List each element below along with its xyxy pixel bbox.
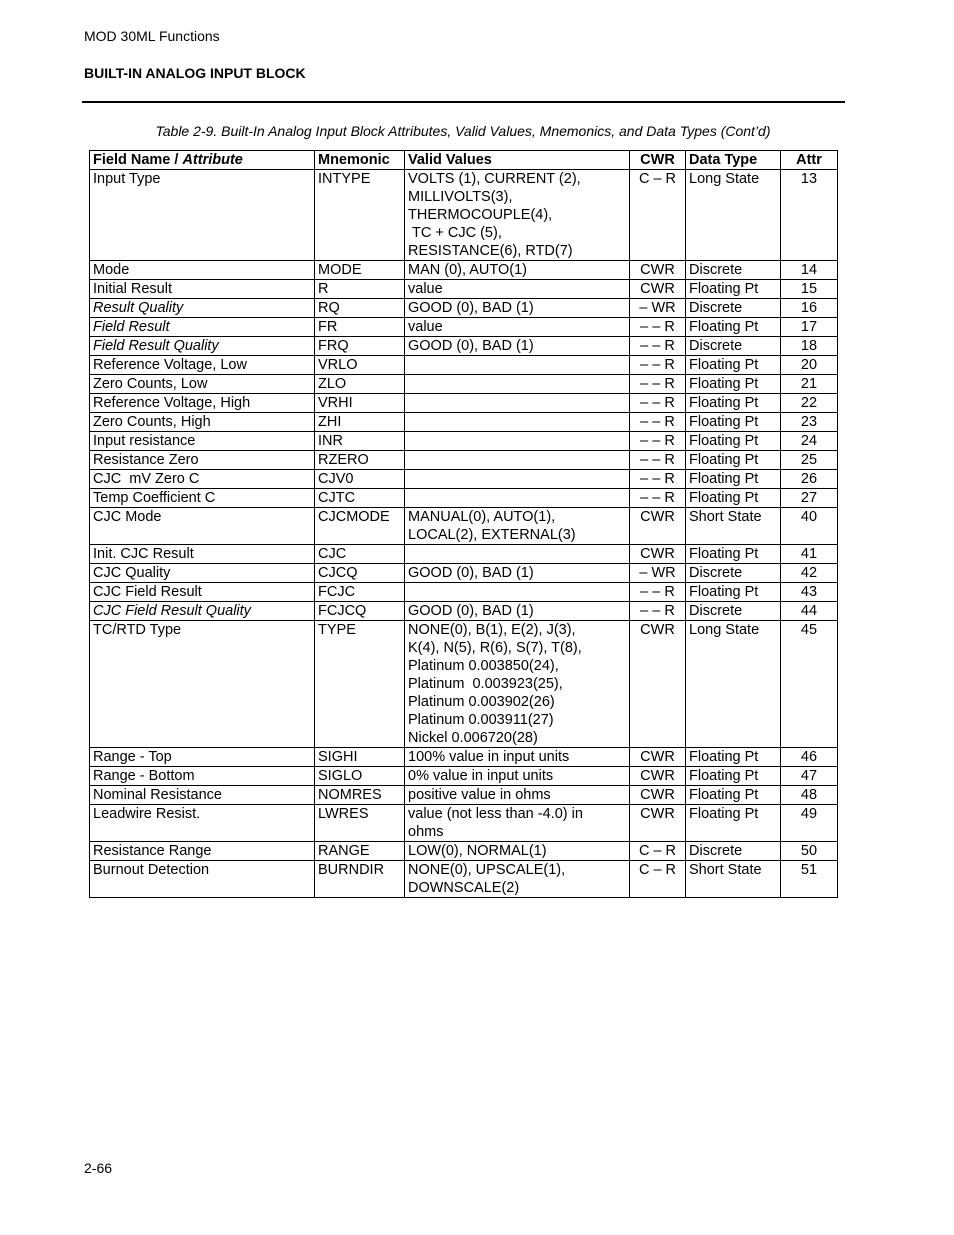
cell-field-name: Zero Counts, Low [90, 375, 315, 394]
cell-valid-values: LOW(0), NORMAL(1) [405, 842, 630, 861]
cell-cwr: – – R [630, 375, 686, 394]
table-row [90, 621, 838, 748]
table-row [90, 356, 838, 375]
cell-field-name: Range - Bottom [90, 767, 315, 786]
cell-cwr: C – R [630, 861, 686, 898]
table-row [90, 805, 838, 842]
cell-attr: 13 [781, 170, 838, 261]
cell-attr: 45 [781, 621, 838, 748]
cell-attr: 15 [781, 280, 838, 299]
cell-cwr: CWR [630, 508, 686, 545]
cell-attr: 48 [781, 786, 838, 805]
table-row [90, 280, 838, 299]
cell-data-type: Floating Pt [686, 545, 781, 564]
table-row [90, 489, 838, 508]
cell-cwr: – – R [630, 583, 686, 602]
cell-data-type: Floating Pt [686, 432, 781, 451]
cell-mnemonic: FR [315, 318, 405, 337]
cell-mnemonic: RZERO [315, 451, 405, 470]
cell-data-type: Discrete [686, 261, 781, 280]
cell-data-type: Discrete [686, 602, 781, 621]
cell-valid-values [405, 356, 630, 375]
cell-data-type: Floating Pt [686, 280, 781, 299]
col-header-cwr: CWR [630, 151, 686, 170]
col-header-field-name-text: Field Name / [93, 152, 183, 168]
cell-mnemonic: RANGE [315, 842, 405, 861]
table-row [90, 786, 838, 805]
cell-cwr: – – R [630, 318, 686, 337]
table-row [90, 261, 838, 280]
cell-cwr: CWR [630, 280, 686, 299]
cell-cwr: – – R [630, 337, 686, 356]
table-row [90, 583, 838, 602]
cell-attr: 42 [781, 564, 838, 583]
cell-attr: 20 [781, 356, 838, 375]
cell-valid-values [405, 432, 630, 451]
cell-valid-values: GOOD (0), BAD (1) [405, 602, 630, 621]
page-number: 2-66 [84, 1160, 113, 1176]
table-row [90, 375, 838, 394]
cell-cwr: – – R [630, 432, 686, 451]
cell-attr: 41 [781, 545, 838, 564]
cell-cwr: CWR [630, 748, 686, 767]
cell-data-type: Floating Pt [686, 470, 781, 489]
cell-attr: 21 [781, 375, 838, 394]
cell-field-name: Field Result [90, 318, 315, 337]
cell-valid-values [405, 375, 630, 394]
running-header-section: MOD 30ML Functions [84, 28, 220, 44]
table-row [90, 842, 838, 861]
cell-valid-values: positive value in ohms [405, 786, 630, 805]
cell-cwr: CWR [630, 545, 686, 564]
cell-mnemonic: BURNDIR [315, 861, 405, 898]
cell-data-type: Floating Pt [686, 489, 781, 508]
cell-attr: 27 [781, 489, 838, 508]
cell-mnemonic: SIGLO [315, 767, 405, 786]
cell-field-name: Nominal Resistance [90, 786, 315, 805]
table-row [90, 394, 838, 413]
cell-valid-values: value (not less than -4.0) in ohms [405, 805, 630, 842]
cell-field-name: Result Quality [90, 299, 315, 318]
cell-field-name: Zero Counts, High [90, 413, 315, 432]
cell-attr: 40 [781, 508, 838, 545]
cell-valid-values [405, 394, 630, 413]
cell-cwr: – – R [630, 470, 686, 489]
cell-mnemonic: FCJC [315, 583, 405, 602]
col-header-attribute-text: Attribute [182, 152, 243, 168]
cell-mnemonic: VRLO [315, 356, 405, 375]
table-row [90, 170, 838, 261]
cell-mnemonic: CJV0 [315, 470, 405, 489]
col-header-valid-values: Valid Values [405, 151, 630, 170]
cell-field-name: Mode [90, 261, 315, 280]
table-row [90, 337, 838, 356]
cell-data-type: Short State [686, 861, 781, 898]
cell-attr: 47 [781, 767, 838, 786]
cell-field-name: Field Result Quality [90, 337, 315, 356]
cell-data-type: Floating Pt [686, 805, 781, 842]
table-row [90, 748, 838, 767]
cell-mnemonic: R [315, 280, 405, 299]
cell-valid-values: 0% value in input units [405, 767, 630, 786]
table-caption: Table 2-9. Built-In Analog Input Block Attributes, Valid Values, Mnemonics, and Data Types (Cont’d) [155, 123, 771, 139]
cell-data-type: Floating Pt [686, 394, 781, 413]
cell-data-type: Discrete [686, 299, 781, 318]
col-header-mnemonic: Mnemonic [315, 151, 405, 170]
cell-attr: 44 [781, 602, 838, 621]
cell-mnemonic: TYPE [315, 621, 405, 748]
cell-valid-values: GOOD (0), BAD (1) [405, 299, 630, 318]
cell-cwr: CWR [630, 621, 686, 748]
cell-field-name: CJC Mode [90, 508, 315, 545]
cell-mnemonic: SIGHI [315, 748, 405, 767]
cell-field-name: Input Type [90, 170, 315, 261]
cell-valid-values [405, 451, 630, 470]
cell-data-type: Floating Pt [686, 583, 781, 602]
table-row [90, 451, 838, 470]
cell-data-type: Floating Pt [686, 748, 781, 767]
cell-field-name: Initial Result [90, 280, 315, 299]
cell-valid-values: MAN (0), AUTO(1) [405, 261, 630, 280]
table-row [90, 299, 838, 318]
cell-data-type: Floating Pt [686, 786, 781, 805]
cell-mnemonic: VRHI [315, 394, 405, 413]
cell-cwr: – – R [630, 394, 686, 413]
cell-field-name: TC/RTD Type [90, 621, 315, 748]
cell-mnemonic: CJCQ [315, 564, 405, 583]
cell-mnemonic: FRQ [315, 337, 405, 356]
cell-valid-values: NONE(0), B(1), E(2), J(3), K(4), N(5), R(6), S(7), T(8), Platinum 0.003850(24), Platinum 0.003923(25), Platinum 0.003902(26) Platinum 0.003911(27) Nickel 0.006720(28) [405, 621, 630, 748]
cell-valid-values [405, 470, 630, 489]
table-row [90, 564, 838, 583]
cell-cwr: CWR [630, 261, 686, 280]
cell-field-name: Temp Coefficient C [90, 489, 315, 508]
cell-mnemonic: INR [315, 432, 405, 451]
table-body [90, 170, 838, 898]
cell-valid-values: VOLTS (1), CURRENT (2), MILLIVOLTS(3), THERMOCOUPLE(4), TC + CJC (5), RESISTANCE(6), RTD(7) [405, 170, 630, 261]
table-row [90, 470, 838, 489]
cell-attr: 22 [781, 394, 838, 413]
cell-attr: 50 [781, 842, 838, 861]
cell-field-name: Input resistance [90, 432, 315, 451]
cell-attr: 25 [781, 451, 838, 470]
cell-mnemonic: LWRES [315, 805, 405, 842]
cell-data-type: Floating Pt [686, 375, 781, 394]
cell-mnemonic: RQ [315, 299, 405, 318]
cell-data-type: Long State [686, 621, 781, 748]
cell-data-type: Floating Pt [686, 767, 781, 786]
cell-attr: 14 [781, 261, 838, 280]
cell-cwr: – – R [630, 413, 686, 432]
table-row [90, 545, 838, 564]
cell-attr: 49 [781, 805, 838, 842]
block-title: BUILT-IN ANALOG INPUT BLOCK [84, 65, 306, 81]
cell-attr: 16 [781, 299, 838, 318]
cell-data-type: Discrete [686, 337, 781, 356]
cell-mnemonic: CJCMODE [315, 508, 405, 545]
cell-valid-values [405, 545, 630, 564]
cell-field-name: Init. CJC Result [90, 545, 315, 564]
cell-attr: 23 [781, 413, 838, 432]
cell-cwr: CWR [630, 767, 686, 786]
cell-field-name: Burnout Detection [90, 861, 315, 898]
cell-data-type: Long State [686, 170, 781, 261]
table-row [90, 318, 838, 337]
cell-data-type: Floating Pt [686, 356, 781, 375]
table-header-row [90, 151, 838, 170]
table-row [90, 508, 838, 545]
cell-data-type: Discrete [686, 564, 781, 583]
table-row [90, 767, 838, 786]
cell-data-type: Floating Pt [686, 413, 781, 432]
cell-field-name: Reference Voltage, High [90, 394, 315, 413]
cell-attr: 17 [781, 318, 838, 337]
cell-cwr: – – R [630, 451, 686, 470]
cell-mnemonic: FCJCQ [315, 602, 405, 621]
table-row [90, 861, 838, 898]
cell-field-name: CJC mV Zero C [90, 470, 315, 489]
cell-mnemonic: MODE [315, 261, 405, 280]
cell-data-type: Short State [686, 508, 781, 545]
table-row [90, 413, 838, 432]
cell-valid-values: value [405, 318, 630, 337]
col-header-data-type: Data Type [686, 151, 781, 170]
cell-cwr: – – R [630, 356, 686, 375]
cell-valid-values [405, 583, 630, 602]
cell-cwr: – – R [630, 602, 686, 621]
cell-valid-values: 100% value in input units [405, 748, 630, 767]
cell-mnemonic: CJC [315, 545, 405, 564]
cell-mnemonic: NOMRES [315, 786, 405, 805]
cell-field-name: CJC Field Result [90, 583, 315, 602]
cell-valid-values [405, 489, 630, 508]
cell-field-name: Reference Voltage, Low [90, 356, 315, 375]
cell-mnemonic: CJTC [315, 489, 405, 508]
cell-cwr: – WR [630, 564, 686, 583]
cell-cwr: C – R [630, 842, 686, 861]
cell-valid-values: GOOD (0), BAD (1) [405, 564, 630, 583]
cell-field-name: Range - Top [90, 748, 315, 767]
table-row [90, 432, 838, 451]
cell-field-name: Resistance Range [90, 842, 315, 861]
cell-attr: 43 [781, 583, 838, 602]
header-divider [82, 101, 845, 103]
cell-cwr: CWR [630, 786, 686, 805]
cell-attr: 26 [781, 470, 838, 489]
cell-valid-values: GOOD (0), BAD (1) [405, 337, 630, 356]
cell-valid-values: NONE(0), UPSCALE(1), DOWNSCALE(2) [405, 861, 630, 898]
cell-valid-values: MANUAL(0), AUTO(1), LOCAL(2), EXTERNAL(3) [405, 508, 630, 545]
cell-valid-values [405, 413, 630, 432]
cell-mnemonic: ZLO [315, 375, 405, 394]
col-header-attr: Attr [781, 151, 838, 170]
cell-data-type: Floating Pt [686, 451, 781, 470]
cell-field-name: CJC Quality [90, 564, 315, 583]
attributes-table [89, 150, 838, 898]
table-row [90, 602, 838, 621]
cell-attr: 18 [781, 337, 838, 356]
cell-field-name: CJC Field Result Quality [90, 602, 315, 621]
cell-attr: 46 [781, 748, 838, 767]
cell-attr: 24 [781, 432, 838, 451]
cell-valid-values: value [405, 280, 630, 299]
col-header-field-name [90, 151, 315, 170]
cell-field-name: Leadwire Resist. [90, 805, 315, 842]
cell-cwr: C – R [630, 170, 686, 261]
cell-mnemonic: INTYPE [315, 170, 405, 261]
cell-data-type: Floating Pt [686, 318, 781, 337]
cell-data-type: Discrete [686, 842, 781, 861]
cell-field-name: Resistance Zero [90, 451, 315, 470]
cell-attr: 51 [781, 861, 838, 898]
cell-cwr: – WR [630, 299, 686, 318]
cell-mnemonic: ZHI [315, 413, 405, 432]
cell-cwr: CWR [630, 805, 686, 842]
cell-cwr: – – R [630, 489, 686, 508]
